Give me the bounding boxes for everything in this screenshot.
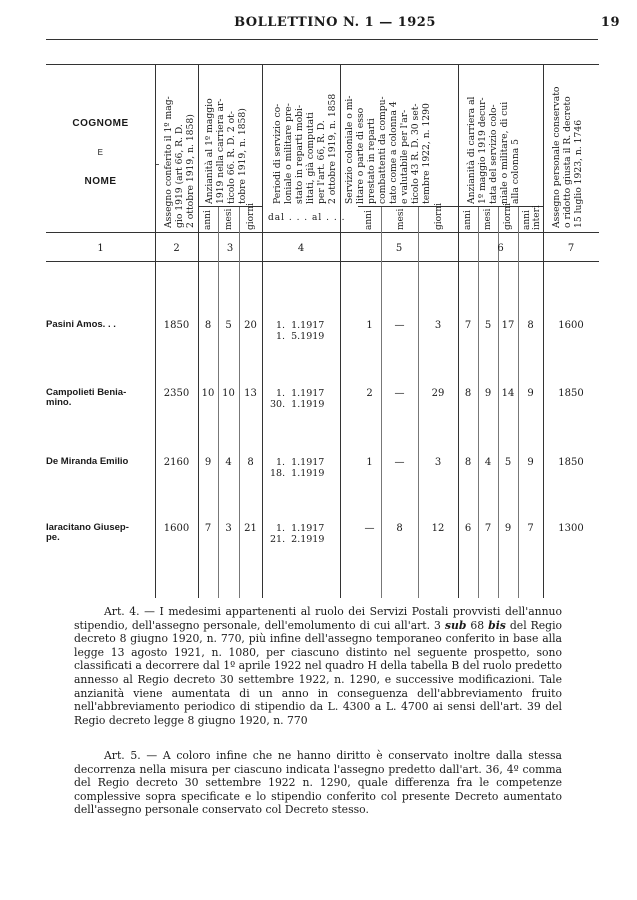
header-col4-dal-al: dal . . . al . . . [268, 213, 346, 223]
header-col5-mesi: mesi [396, 208, 406, 230]
header-col3-anni: anni [203, 210, 213, 230]
col-divider-1 [155, 64, 156, 598]
row-c6-anni: 7 [464, 320, 472, 331]
col5-sub-1 [381, 206, 382, 598]
row-c3-mesi: 4 [225, 457, 232, 468]
row-assegno: 2350 [163, 388, 190, 399]
header-col7: Assegno personale conservato o ridotto giusta il R. decreto 15 luglio 1923, n. 1746 [551, 86, 584, 228]
page-number: 19 [600, 15, 620, 30]
colnum-6: 6 [497, 243, 504, 254]
colnum-1: 1 [97, 243, 104, 254]
header-col2: Assegno conferito il 1º mag- gio 1919 (art 66, R. D. 2 ottobre 1919, n. 1858) [163, 96, 196, 228]
row-period-from: 1. 1.1917 [276, 320, 325, 331]
row-c5-mesi: — [394, 320, 405, 331]
row-c6-anni-interi: 9 [527, 457, 534, 468]
art4-num: 68 [470, 618, 485, 632]
header-bottom-rule [46, 232, 599, 233]
row-c5-anni: 1 [366, 320, 373, 331]
col6-sub-rule [458, 206, 543, 207]
row-c6-anni: 8 [464, 388, 472, 399]
running-header [100, 15, 620, 37]
header-col6: Anzianità di carriera al 1º maggio 1919 decur- tata del servizio colo- niale o militare, di cui alla colonna 5 [466, 96, 521, 204]
row-c3-giorni: 8 [247, 457, 254, 468]
row-c6-giorni: 9 [504, 523, 512, 534]
row-period-to: 21. 2.1919 [270, 534, 325, 545]
header-col6-giorni: giorni [503, 202, 513, 230]
header-col6-mesi: mesi [483, 208, 493, 230]
row-c5-mesi: — [394, 388, 405, 399]
row-c5-giorni: 3 [434, 457, 442, 468]
row-c5-anni: 2 [366, 388, 373, 399]
row-c3-giorni: 20 [244, 320, 257, 331]
row-assegno: 1850 [163, 320, 190, 331]
row-c5-giorni: 29 [431, 388, 445, 399]
col3-sub-2 [239, 206, 240, 598]
header-col5-giorni: giorni [434, 202, 444, 230]
row-period-to: 30. 1.1919 [270, 399, 325, 410]
row-c7: 1850 [558, 388, 584, 399]
header-col5-anni: anni [364, 210, 374, 230]
row-name: Pasini Amos. . . [46, 319, 116, 330]
row-c3-mesi: 3 [225, 523, 232, 534]
header-rule [46, 39, 598, 40]
row-c6-mesi: 4 [484, 457, 492, 468]
article-5-paragraph: Art. 5. — A coloro infine che ne hanno diritto è conservato inoltre dalla stessa decorrenza nella misura per ciascuno indicata l'assegno predetto dall'art. 36, 4º comma del Regio decreto 30 settembre 1922 n. 1290, quale differenza fra le competenze complessive sopra specificate e lo stipendio conferito col presente Decreto aumentato dell'assegno personale conservato col Decreto stesso. [74, 749, 562, 817]
row-c6-anni: 8 [464, 457, 472, 468]
row-c7: 1300 [558, 523, 584, 534]
art4-text-end: del Regio decreto 8 giugno 1920, n. 770, più infine dell'assegno temporaneo conferito in base alla legge 13 agosto 1921, n. 1080, per ciascuno distinto nel seguente prospetto, sono classificati a decorrere dal 1º aprile 1922 nel quadro H della tabella B del ruolo predetto annesso al Regio decreto 30 settembre 1922, n. 1290, e successive modificazioni. Tale anzianità viene aumentata di un anno in conseguenza dell'abbreviamento fruito nell'abbreviamento periodico di stipendio da L. 4300 a L. 4700 ai sensi dell'art. 39 del Regio decreto legge 8 giugno 1920, n. 770 [74, 618, 563, 727]
row-c7: 1850 [558, 457, 584, 468]
col3-sub-1 [218, 206, 219, 598]
row-c5-mesi: 8 [396, 523, 403, 534]
row-c6-anni-interi: 8 [527, 320, 534, 331]
row-c3-anni: 9 [204, 457, 212, 468]
row-assegno: 2160 [163, 457, 190, 468]
row-assegno: 1600 [163, 523, 190, 534]
classification-table [46, 56, 599, 598]
row-c3-giorni: 21 [244, 523, 257, 534]
row-c6-giorni: 14 [501, 388, 515, 399]
row-c3-mesi: 10 [222, 388, 235, 399]
row-c3-mesi: 5 [225, 320, 232, 331]
col6-sub-3 [518, 206, 519, 598]
row-c6-anni-interi: 7 [527, 523, 534, 534]
header-e: E [97, 148, 104, 157]
col-divider-5 [458, 64, 459, 598]
row-c6-mesi: 9 [484, 388, 492, 399]
colnum-bottom-rule [46, 261, 599, 262]
art4-sub: sub [444, 618, 467, 632]
row-name: De Miranda Emilio [46, 456, 129, 467]
row-c7: 1600 [558, 320, 584, 331]
col-divider-3 [262, 64, 263, 598]
header-col3-giorni: giorni [246, 202, 256, 230]
col6-sub-1 [478, 206, 479, 598]
row-c3-giorni: 13 [244, 388, 257, 399]
row-c6-mesi: 5 [484, 320, 492, 331]
col5-sub-2 [418, 206, 419, 598]
header-col3-mesi: mesi [224, 208, 234, 230]
header-col4: Periodi di servizio co- loniale o militare pre- stato in reparti mobi- litati, già computati per l'art. 66, R. D. 2 ottobre 1919, n. 1858 [272, 93, 338, 204]
colnum-7: 7 [567, 243, 575, 254]
colnum-5: 5 [395, 243, 403, 254]
row-name: Campolieti Benia- mino. [46, 387, 127, 408]
col-divider-2 [198, 64, 199, 598]
row-period-from: 1. 1.1917 [276, 457, 325, 468]
row-name: Iaracitano Giusep- pe. [46, 522, 129, 543]
row-c6-giorni: 17 [501, 320, 515, 331]
row-c6-giorni: 5 [504, 457, 512, 468]
row-c5-giorni: 12 [431, 523, 445, 534]
col-divider-6 [543, 64, 544, 598]
row-c5-giorni: 3 [434, 320, 442, 331]
header-nome: NOME [84, 176, 117, 187]
colnum-4: 4 [297, 243, 305, 254]
header-col6-anni: anni [463, 210, 473, 230]
row-c5-anni: — [364, 523, 375, 534]
row-c3-anni: 7 [204, 523, 212, 534]
table-top-rule [46, 64, 599, 65]
row-c6-anni-interi: 9 [527, 388, 534, 399]
header-col5: Servizio coloniale o mi- litare o parte di esso prestato in reparti combattenti da compu- tato come a colonna 4 e valutabile per l'ar- ticolo 43 R. D. 30 set- tembre 1922, n. 1290 [344, 95, 432, 204]
row-period-from: 1. 1.1917 [276, 388, 325, 399]
col6-sub-2 [498, 206, 499, 598]
row-c3-anni: 10 [201, 388, 215, 399]
row-period-to: 1. 5.1919 [276, 331, 325, 342]
col-divider-4 [340, 64, 341, 598]
header-col6-anni-interi: anni interi [522, 205, 542, 230]
row-period-to: 18. 1.1919 [270, 468, 325, 479]
row-c6-anni: 6 [464, 523, 472, 534]
colnum-3: 3 [226, 243, 234, 254]
article-4-paragraph [74, 605, 562, 727]
row-c5-mesi: — [394, 457, 405, 468]
header-cognome: COGNOME [72, 118, 129, 129]
bulletin-title: BOLLETTINO N. 1 — 1925 [234, 15, 436, 30]
row-c3-anni: 8 [204, 320, 212, 331]
header-col3: Anzianità al 1º maggio 1919 nella carriera ar- ticolo 66. R. D. 2 ot- tobre 1919, n. 1858) [204, 98, 248, 204]
row-period-from: 1. 1.1917 [276, 523, 325, 534]
art4-bis: bis [488, 618, 506, 632]
row-c5-anni: 1 [366, 457, 373, 468]
art4-text-start: Art. 4. — I medesimi appartenenti al ruolo dei Servizi Postali provvisti dell'annuo stipendio, dell'assegno personale, dell'emolumento di cui all'art. 3 [74, 605, 562, 632]
row-c6-mesi: 7 [484, 523, 492, 534]
colnum-2: 2 [173, 243, 180, 254]
